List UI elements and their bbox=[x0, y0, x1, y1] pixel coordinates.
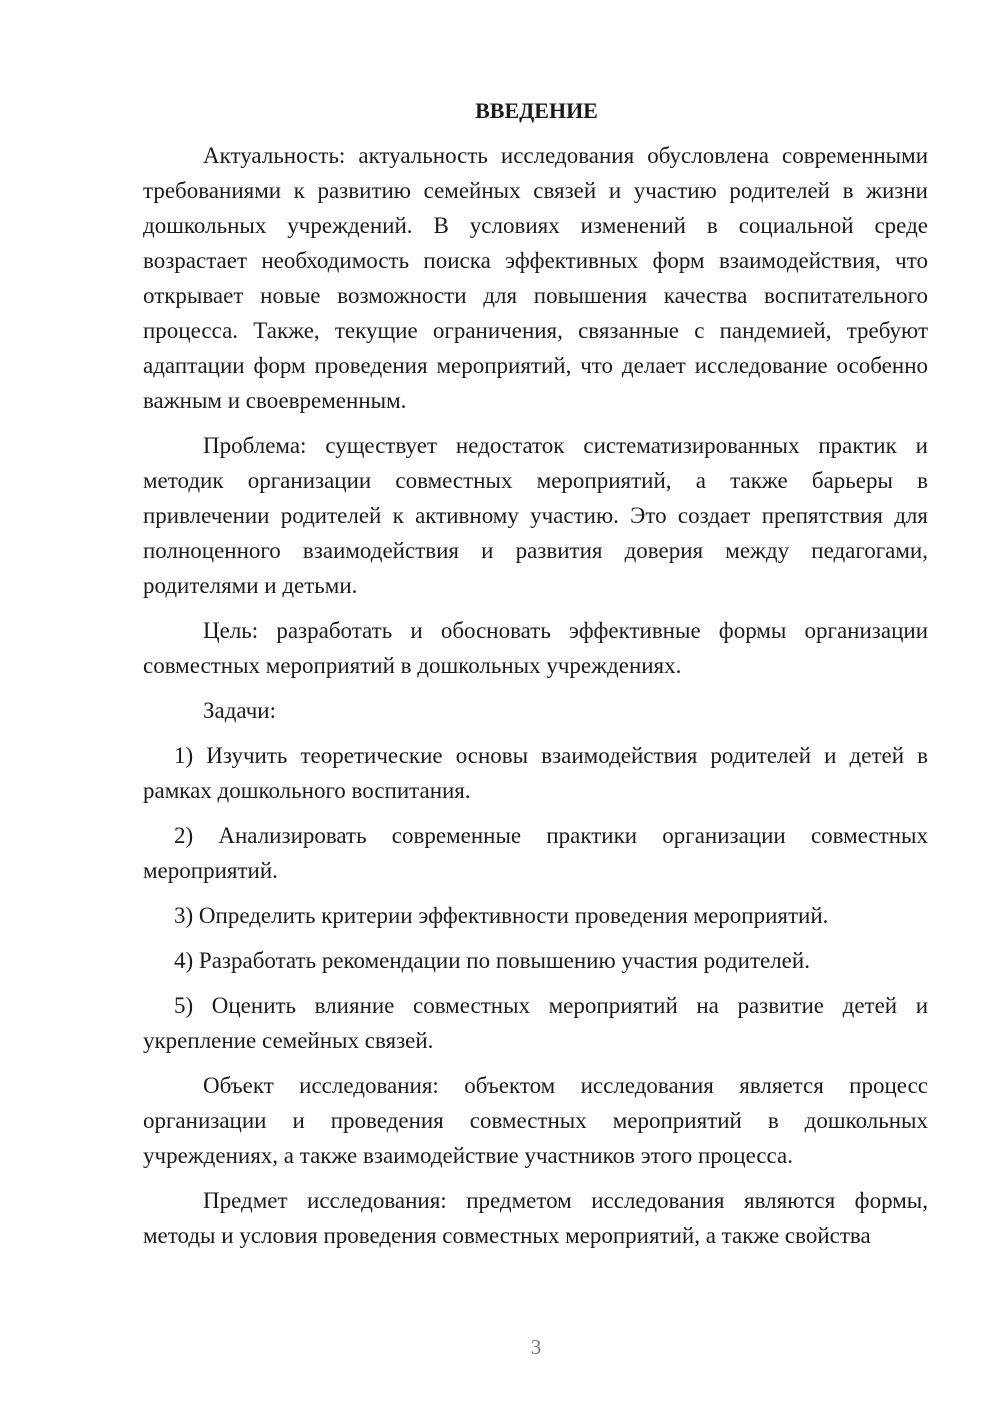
task-item-5: 5) Оценить влияние совместных мероприятий на развитие детей и укрепление семейных связей. bbox=[143, 993, 928, 1053]
task-item-4: 4) Разработать рекомендации по повышению участия родителей. bbox=[174, 948, 810, 973]
page-content bbox=[143, 94, 928, 1253]
section-title: ВВЕДЕНИЕ bbox=[475, 98, 598, 123]
paragraph-goal: Цель: разработать и обосновать эффективные формы организации совместных мероприятий в дошкольных учреждениях. bbox=[143, 618, 928, 678]
paragraph-subject: Предмет исследования: предметом исследования являются формы, методы и условия проведения совместных мероприятий, а также свойства bbox=[143, 1188, 928, 1248]
paragraph-object: Объект исследования: объектом исследования является процесс организации и проведения совместных мероприятий в дошкольных учреждениях, а также взаимодействие участников этого процесса. bbox=[143, 1073, 928, 1168]
task-item-3: 3) Определить критерии эффективности проведения мероприятий. bbox=[174, 903, 829, 928]
task-item-2: 2) Анализировать современные практики организации совместных мероприятий. bbox=[143, 823, 928, 883]
page-number: 3 bbox=[530, 1335, 542, 1359]
paragraph-relevance: Актуальность: актуальность исследования обусловлена современными требованиями к развитию семейных связей и участию родителей в жизни дошкольных учреждений. В условиях изменений в социальной среде возрастает необходимость поиска эффективных форм взаимодействия, что открывает новые возможности для повышения качества воспитательного процесса. Также, текущие ограничения, связанные с пандемией, требуют адаптации форм проведения мероприятий, что делает исследование особенно важным и своевременным. bbox=[143, 143, 928, 413]
task-item-1: 1) Изучить теоретические основы взаимодействия родителей и детей в рамках дошкольного воспитания. bbox=[143, 743, 928, 803]
tasks-heading: Задачи: bbox=[203, 698, 276, 723]
paragraph-problem: Проблема: существует недостаток систематизированных практик и методик организации совместных мероприятий, а также барьеры в привлечении родителей к активному участию. Это создает препятствия для полноценного взаимодействия и развития доверия между педагогами, родителями и детьми. bbox=[143, 433, 928, 598]
